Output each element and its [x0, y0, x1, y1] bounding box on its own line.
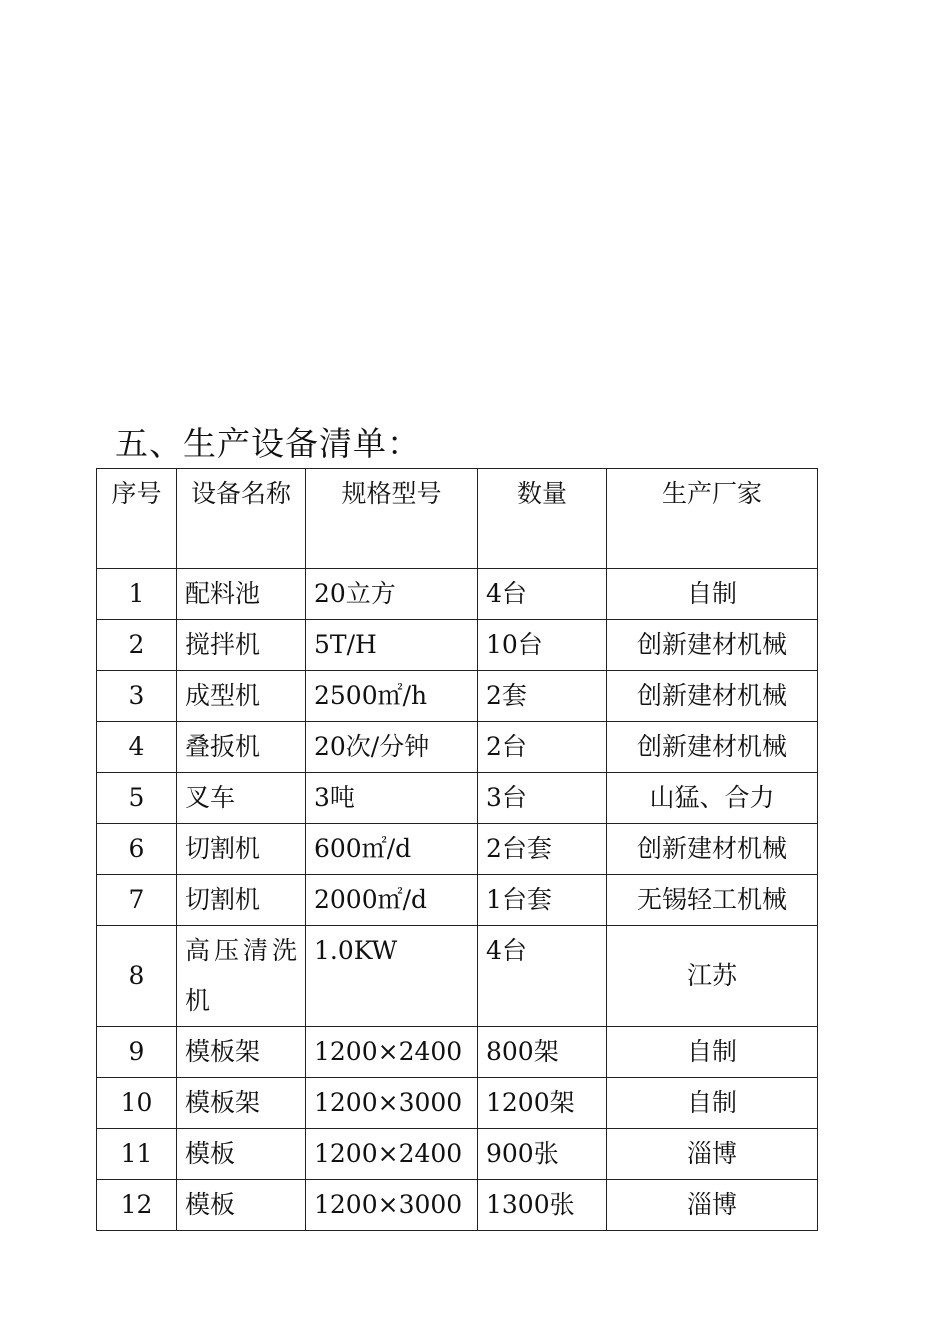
- cell-manufacturer: 淄博: [607, 1129, 818, 1180]
- table-row: [97, 1180, 818, 1231]
- cell-qty: 10台: [478, 620, 607, 671]
- cell-no: 12: [97, 1180, 177, 1231]
- cell-qty: 1200架: [478, 1078, 607, 1129]
- cell-spec: 2500㎡/h: [306, 671, 478, 722]
- cell-manufacturer: 自制: [607, 569, 818, 620]
- cell-manufacturer: 创新建材机械: [607, 824, 818, 875]
- table-row: [97, 671, 818, 722]
- cell-manufacturer: 江苏: [607, 926, 818, 1027]
- cell-spec: 1200×2400: [306, 1027, 478, 1078]
- cell-manufacturer: 无锡轻工机械: [607, 875, 818, 926]
- cell-spec: 2000㎡/d: [306, 875, 478, 926]
- cell-qty: 4台: [478, 926, 607, 1027]
- cell-spec: 3吨: [306, 773, 478, 824]
- table-row: [97, 722, 818, 773]
- header-manufacturer: 生产厂家: [607, 469, 818, 569]
- cell-no: 9: [97, 1027, 177, 1078]
- cell-name: 叉车: [177, 773, 306, 824]
- cell-no: 10: [97, 1078, 177, 1129]
- table-row: [97, 569, 818, 620]
- cell-spec: 1200×3000: [306, 1180, 478, 1231]
- section-heading: 五、生产设备清单：: [115, 424, 421, 463]
- cell-no: 6: [97, 824, 177, 875]
- cell-qty: 2套: [478, 671, 607, 722]
- table-row: [97, 773, 818, 824]
- table-row: [97, 875, 818, 926]
- cell-name: 搅拌机: [177, 620, 306, 671]
- cell-name: 配料池: [177, 569, 306, 620]
- cell-qty: 800架: [478, 1027, 607, 1078]
- cell-manufacturer: 创新建材机械: [607, 620, 818, 671]
- header-qty: 数量: [478, 469, 607, 569]
- equipment-table: [96, 468, 818, 1231]
- cell-spec: 1.0KW: [306, 926, 478, 1027]
- table-header-row: [97, 469, 818, 569]
- cell-manufacturer: 自制: [607, 1027, 818, 1078]
- cell-name: 成型机: [177, 671, 306, 722]
- table-row: [97, 1129, 818, 1180]
- cell-spec: 20立方: [306, 569, 478, 620]
- cell-qty: 3台: [478, 773, 607, 824]
- cell-no: 3: [97, 671, 177, 722]
- cell-name: 高压清洗机: [177, 926, 306, 1027]
- cell-manufacturer: 创新建材机械: [607, 671, 818, 722]
- cell-name: 叠扳机: [177, 722, 306, 773]
- cell-manufacturer: 淄博: [607, 1180, 818, 1231]
- header-no: 序号: [97, 469, 177, 569]
- table-row: [97, 1027, 818, 1078]
- cell-name: 切割机: [177, 824, 306, 875]
- table-row: [97, 926, 818, 1027]
- cell-qty: 1300张: [478, 1180, 607, 1231]
- cell-qty: 1台套: [478, 875, 607, 926]
- cell-name: 模板架: [177, 1027, 306, 1078]
- cell-no: 5: [97, 773, 177, 824]
- cell-no: 8: [97, 926, 177, 1027]
- cell-qty: 2台套: [478, 824, 607, 875]
- cell-spec: 1200×3000: [306, 1078, 478, 1129]
- cell-qty: 4台: [478, 569, 607, 620]
- cell-name: 模板: [177, 1129, 306, 1180]
- cell-spec: 20次/分钟: [306, 722, 478, 773]
- cell-name: 模板架: [177, 1078, 306, 1129]
- cell-no: 2: [97, 620, 177, 671]
- cell-qty: 900张: [478, 1129, 607, 1180]
- cell-manufacturer: 自制: [607, 1078, 818, 1129]
- cell-manufacturer: 创新建材机械: [607, 722, 818, 773]
- table-row: [97, 1078, 818, 1129]
- header-name: 设备名称: [177, 469, 306, 569]
- cell-name: 模板: [177, 1180, 306, 1231]
- cell-spec: 5T/H: [306, 620, 478, 671]
- cell-name: 切割机: [177, 875, 306, 926]
- cell-no: 7: [97, 875, 177, 926]
- cell-spec: 1200×2400: [306, 1129, 478, 1180]
- table-row: [97, 620, 818, 671]
- cell-no: 1: [97, 569, 177, 620]
- cell-no: 4: [97, 722, 177, 773]
- cell-no: 11: [97, 1129, 177, 1180]
- header-spec: 规格型号: [306, 469, 478, 569]
- cell-spec: 600㎡/d: [306, 824, 478, 875]
- table-row: [97, 824, 818, 875]
- cell-manufacturer: 山猛、合力: [607, 773, 818, 824]
- cell-qty: 2台: [478, 722, 607, 773]
